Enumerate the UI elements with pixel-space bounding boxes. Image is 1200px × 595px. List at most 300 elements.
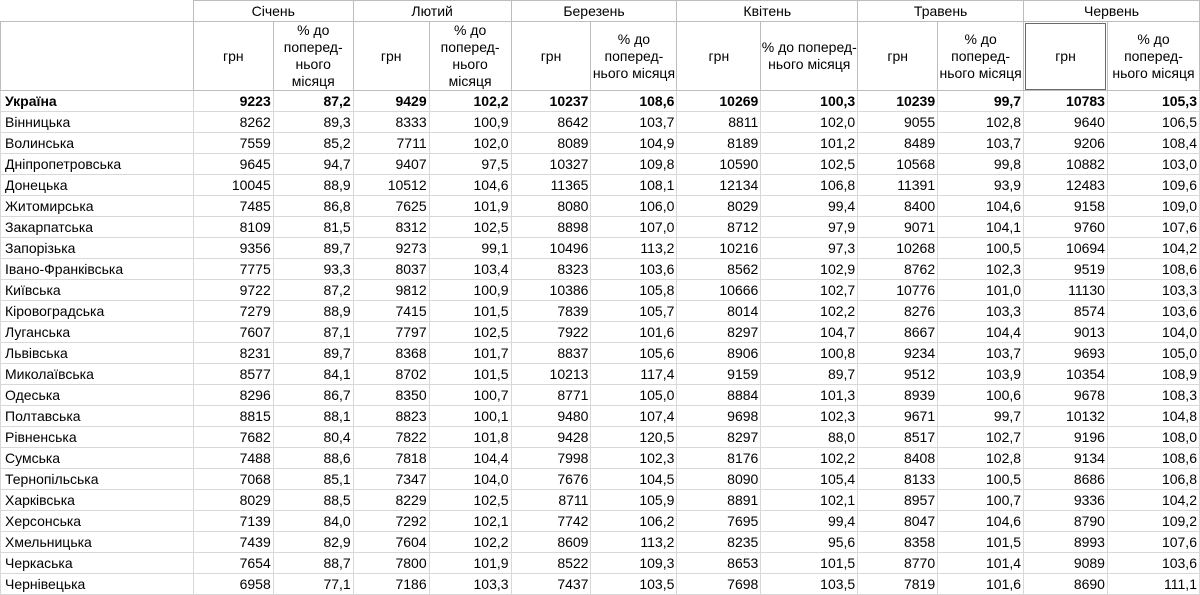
value-cell-pct[interactable]: 103,6 (591, 259, 677, 280)
value-cell-uah[interactable]: 7819 (858, 574, 938, 595)
value-cell-pct[interactable]: 101,4 (938, 553, 1024, 574)
value-cell-uah[interactable]: 9273 (353, 238, 429, 259)
value-cell-pct[interactable]: 104,0 (429, 469, 511, 490)
region-cell[interactable]: Україна (1, 91, 194, 112)
value-cell-uah[interactable]: 9722 (193, 280, 273, 301)
value-cell-uah[interactable]: 8609 (511, 532, 591, 553)
value-cell-uah[interactable]: 8790 (1024, 511, 1108, 532)
value-cell-pct[interactable]: 104,5 (591, 469, 677, 490)
value-cell-uah[interactable]: 9336 (1024, 490, 1108, 511)
value-cell-uah[interactable]: 8771 (511, 385, 591, 406)
value-cell-uah[interactable]: 7347 (353, 469, 429, 490)
value-cell-uah[interactable]: 10882 (1024, 154, 1108, 175)
value-cell-uah[interactable]: 11365 (511, 175, 591, 196)
value-cell-pct[interactable]: 101,2 (761, 133, 858, 154)
value-cell-uah[interactable]: 8522 (511, 553, 591, 574)
value-cell-pct[interactable]: 106,5 (1107, 112, 1199, 133)
value-cell-uah[interactable]: 7279 (193, 301, 273, 322)
value-cell-pct[interactable]: 84,1 (273, 364, 353, 385)
value-cell-pct[interactable]: 99,1 (429, 238, 511, 259)
value-cell-uah[interactable]: 8906 (677, 343, 761, 364)
value-cell-uah[interactable]: 9480 (511, 406, 591, 427)
value-cell-uah[interactable]: 8276 (858, 301, 938, 322)
region-cell[interactable]: Хмельницька (1, 532, 194, 553)
value-cell-uah[interactable]: 7488 (193, 448, 273, 469)
value-cell-pct[interactable]: 105,3 (1107, 91, 1199, 112)
region-cell[interactable]: Рівненська (1, 427, 194, 448)
value-cell-uah[interactable]: 8229 (353, 490, 429, 511)
value-cell-uah[interactable]: 7186 (353, 574, 429, 595)
value-cell-pct[interactable]: 88,9 (273, 301, 353, 322)
value-cell-uah[interactable]: 6958 (193, 574, 273, 595)
value-cell-pct[interactable]: 102,5 (429, 217, 511, 238)
value-cell-uah[interactable]: 8176 (677, 448, 761, 469)
value-cell-pct[interactable]: 102,2 (429, 91, 511, 112)
value-cell-pct[interactable]: 103,5 (591, 574, 677, 595)
value-cell-pct[interactable]: 101,5 (429, 364, 511, 385)
value-cell-uah[interactable]: 8296 (193, 385, 273, 406)
value-cell-pct[interactable]: 87,2 (273, 280, 353, 301)
value-cell-uah[interactable]: 9640 (1024, 112, 1108, 133)
value-cell-uah[interactable]: 9196 (1024, 427, 1108, 448)
value-cell-uah[interactable]: 8297 (677, 427, 761, 448)
col-header-pct[interactable]: % до поперед-нього місяця (273, 22, 353, 91)
value-cell-uah[interactable]: 10496 (511, 238, 591, 259)
value-cell-uah[interactable]: 8089 (511, 133, 591, 154)
value-cell-uah[interactable]: 10512 (353, 175, 429, 196)
region-cell[interactable]: Черкаська (1, 553, 194, 574)
value-cell-pct[interactable]: 101,5 (761, 553, 858, 574)
value-cell-pct[interactable]: 102,5 (429, 490, 511, 511)
value-cell-uah[interactable]: 12483 (1024, 175, 1108, 196)
value-cell-uah[interactable]: 8090 (677, 469, 761, 490)
value-cell-uah[interactable]: 10237 (511, 91, 591, 112)
value-cell-uah[interactable]: 8333 (353, 112, 429, 133)
value-cell-uah[interactable]: 10590 (677, 154, 761, 175)
value-cell-pct[interactable]: 87,2 (273, 91, 353, 112)
value-cell-uah[interactable]: 8562 (677, 259, 761, 280)
value-cell-uah[interactable]: 7682 (193, 427, 273, 448)
value-cell-pct[interactable]: 97,9 (761, 217, 858, 238)
value-cell-pct[interactable]: 104,7 (761, 322, 858, 343)
region-cell[interactable]: Луганська (1, 322, 194, 343)
value-cell-uah[interactable]: 8667 (858, 322, 938, 343)
value-cell-uah[interactable]: 8811 (677, 112, 761, 133)
value-cell-uah[interactable]: 8702 (353, 364, 429, 385)
value-cell-pct[interactable]: 104,9 (591, 133, 677, 154)
value-cell-uah[interactable]: 8884 (677, 385, 761, 406)
value-cell-pct[interactable]: 104,6 (938, 196, 1024, 217)
value-cell-uah[interactable]: 7625 (353, 196, 429, 217)
month-header[interactable]: Лютий (353, 1, 511, 22)
value-cell-pct[interactable]: 88,9 (273, 175, 353, 196)
value-cell-pct[interactable]: 104,4 (938, 322, 1024, 343)
value-cell-pct[interactable]: 102,3 (761, 406, 858, 427)
value-cell-uah[interactable]: 7676 (511, 469, 591, 490)
value-cell-pct[interactable]: 111,1 (1107, 574, 1199, 595)
value-cell-pct[interactable]: 107,6 (1107, 217, 1199, 238)
value-cell-pct[interactable]: 105,8 (591, 280, 677, 301)
value-cell-pct[interactable]: 82,9 (273, 532, 353, 553)
value-cell-pct[interactable]: 105,9 (591, 490, 677, 511)
value-cell-pct[interactable]: 108,3 (1107, 385, 1199, 406)
value-cell-pct[interactable]: 109,6 (1107, 175, 1199, 196)
value-cell-pct[interactable]: 102,8 (938, 112, 1024, 133)
value-cell-uah[interactable]: 8939 (858, 385, 938, 406)
col-header-uah[interactable]: грн (353, 22, 429, 91)
col-header-uah[interactable]: грн (677, 22, 761, 91)
value-cell-pct[interactable]: 97,5 (429, 154, 511, 175)
region-cell[interactable]: Закарпатська (1, 217, 194, 238)
value-cell-uah[interactable]: 8762 (858, 259, 938, 280)
value-cell-pct[interactable]: 102,5 (429, 322, 511, 343)
value-cell-uah[interactable]: 8358 (858, 532, 938, 553)
value-cell-uah[interactable]: 9134 (1024, 448, 1108, 469)
value-cell-uah[interactable]: 8231 (193, 343, 273, 364)
value-cell-uah[interactable]: 9013 (1024, 322, 1108, 343)
value-cell-uah[interactable]: 8047 (858, 511, 938, 532)
value-cell-pct[interactable]: 95,6 (761, 532, 858, 553)
value-cell-pct[interactable]: 105,6 (591, 343, 677, 364)
value-cell-uah[interactable]: 9671 (858, 406, 938, 427)
value-cell-pct[interactable]: 100,7 (429, 385, 511, 406)
value-cell-pct[interactable]: 108,6 (1107, 259, 1199, 280)
value-cell-pct[interactable]: 104,2 (1107, 490, 1199, 511)
value-cell-uah[interactable]: 8653 (677, 553, 761, 574)
value-cell-pct[interactable]: 113,2 (591, 238, 677, 259)
value-cell-pct[interactable]: 103,6 (1107, 553, 1199, 574)
value-cell-uah[interactable]: 8297 (677, 322, 761, 343)
value-cell-uah[interactable]: 10386 (511, 280, 591, 301)
value-cell-uah[interactable]: 7415 (353, 301, 429, 322)
value-cell-pct[interactable]: 103,7 (938, 343, 1024, 364)
region-cell[interactable]: Тернопільська (1, 469, 194, 490)
col-header-pct[interactable]: % до поперед-нього місяця (429, 22, 511, 91)
value-cell-uah[interactable]: 7437 (511, 574, 591, 595)
value-cell-pct[interactable]: 101,7 (429, 343, 511, 364)
region-cell[interactable]: Сумська (1, 448, 194, 469)
value-cell-pct[interactable]: 102,9 (761, 259, 858, 280)
value-cell-uah[interactable]: 8577 (193, 364, 273, 385)
value-cell-pct[interactable]: 101,6 (938, 574, 1024, 595)
value-cell-pct[interactable]: 102,7 (938, 427, 1024, 448)
value-cell-uah[interactable]: 7822 (353, 427, 429, 448)
value-cell-pct[interactable]: 113,2 (591, 532, 677, 553)
value-cell-pct[interactable]: 109,2 (1107, 511, 1199, 532)
col-header-uah[interactable]: грн (858, 22, 938, 91)
value-cell-uah[interactable]: 10268 (858, 238, 938, 259)
value-cell-pct[interactable]: 107,4 (591, 406, 677, 427)
corner-cell-sub[interactable] (1, 22, 194, 91)
value-cell-pct[interactable]: 88,6 (273, 448, 353, 469)
value-cell-uah[interactable]: 7698 (677, 574, 761, 595)
region-cell[interactable]: Харківська (1, 490, 194, 511)
value-cell-uah[interactable]: 8489 (858, 133, 938, 154)
value-cell-uah[interactable]: 7695 (677, 511, 761, 532)
value-cell-pct[interactable]: 108,4 (1107, 133, 1199, 154)
value-cell-pct[interactable]: 108,6 (1107, 448, 1199, 469)
value-cell-pct[interactable]: 100,3 (761, 91, 858, 112)
region-cell[interactable]: Одеська (1, 385, 194, 406)
value-cell-pct[interactable]: 109,0 (1107, 196, 1199, 217)
value-cell-pct[interactable]: 107,6 (1107, 532, 1199, 553)
value-cell-pct[interactable]: 86,8 (273, 196, 353, 217)
value-cell-uah[interactable]: 7604 (353, 532, 429, 553)
value-cell-uah[interactable]: 10666 (677, 280, 761, 301)
value-cell-pct[interactable]: 102,0 (429, 133, 511, 154)
col-header-pct[interactable]: % до поперед-нього місяця (938, 22, 1024, 91)
value-cell-uah[interactable]: 10694 (1024, 238, 1108, 259)
value-cell-pct[interactable]: 100,1 (429, 406, 511, 427)
value-cell-uah[interactable]: 7607 (193, 322, 273, 343)
value-cell-uah[interactable]: 9678 (1024, 385, 1108, 406)
value-cell-uah[interactable]: 9645 (193, 154, 273, 175)
value-cell-uah[interactable]: 10045 (193, 175, 273, 196)
value-cell-uah[interactable]: 8262 (193, 112, 273, 133)
region-cell[interactable]: Волинська (1, 133, 194, 154)
value-cell-pct[interactable]: 103,6 (1107, 301, 1199, 322)
region-cell[interactable]: Кіровоградська (1, 301, 194, 322)
value-cell-pct[interactable]: 97,3 (761, 238, 858, 259)
value-cell-pct[interactable]: 108,0 (1107, 427, 1199, 448)
value-cell-uah[interactable]: 9698 (677, 406, 761, 427)
value-cell-pct[interactable]: 89,7 (273, 238, 353, 259)
value-cell-uah[interactable]: 8080 (511, 196, 591, 217)
value-cell-pct[interactable]: 103,0 (1107, 154, 1199, 175)
value-cell-pct[interactable]: 77,1 (273, 574, 353, 595)
value-cell-pct[interactable]: 102,1 (761, 490, 858, 511)
value-cell-uah[interactable]: 8312 (353, 217, 429, 238)
value-cell-uah[interactable]: 8823 (353, 406, 429, 427)
value-cell-uah[interactable]: 9089 (1024, 553, 1108, 574)
value-cell-uah[interactable]: 8993 (1024, 532, 1108, 553)
value-cell-pct[interactable]: 94,7 (273, 154, 353, 175)
value-cell-pct[interactable]: 108,9 (1107, 364, 1199, 385)
region-cell[interactable]: Львівська (1, 343, 194, 364)
value-cell-pct[interactable]: 100,9 (429, 280, 511, 301)
value-cell-pct[interactable]: 85,1 (273, 469, 353, 490)
value-cell-pct[interactable]: 104,2 (1107, 238, 1199, 259)
value-cell-pct[interactable]: 103,3 (938, 301, 1024, 322)
month-header[interactable]: Червень (1024, 1, 1200, 22)
value-cell-pct[interactable]: 101,9 (429, 196, 511, 217)
value-cell-pct[interactable]: 99,8 (938, 154, 1024, 175)
value-cell-pct[interactable]: 100,9 (429, 112, 511, 133)
value-cell-uah[interactable]: 9055 (858, 112, 938, 133)
value-cell-uah[interactable]: 9158 (1024, 196, 1108, 217)
value-cell-uah[interactable]: 8712 (677, 217, 761, 238)
value-cell-pct[interactable]: 106,8 (1107, 469, 1199, 490)
value-cell-pct[interactable]: 108,1 (591, 175, 677, 196)
value-cell-uah[interactable]: 8029 (193, 490, 273, 511)
value-cell-uah[interactable]: 10239 (858, 91, 938, 112)
region-cell[interactable]: Полтавська (1, 406, 194, 427)
col-header-pct[interactable]: % до поперед-нього місяця (591, 22, 677, 91)
value-cell-pct[interactable]: 99,7 (938, 91, 1024, 112)
value-cell-pct[interactable]: 117,4 (591, 364, 677, 385)
value-cell-pct[interactable]: 84,0 (273, 511, 353, 532)
value-cell-pct[interactable]: 89,3 (273, 112, 353, 133)
value-cell-uah[interactable]: 8690 (1024, 574, 1108, 595)
value-cell-uah[interactable]: 8323 (511, 259, 591, 280)
value-cell-pct[interactable]: 104,1 (938, 217, 1024, 238)
value-cell-uah[interactable]: 7742 (511, 511, 591, 532)
value-cell-uah[interactable]: 9071 (858, 217, 938, 238)
value-cell-pct[interactable]: 88,0 (761, 427, 858, 448)
value-cell-uah[interactable]: 8891 (677, 490, 761, 511)
value-cell-pct[interactable]: 102,7 (761, 280, 858, 301)
value-cell-pct[interactable]: 102,2 (429, 532, 511, 553)
value-cell-uah[interactable]: 9693 (1024, 343, 1108, 364)
region-cell[interactable]: Вінницька (1, 112, 194, 133)
value-cell-uah[interactable]: 8898 (511, 217, 591, 238)
col-header-uah[interactable]: грн (1024, 22, 1108, 91)
value-cell-pct[interactable]: 100,5 (938, 238, 1024, 259)
value-cell-pct[interactable]: 103,7 (591, 112, 677, 133)
value-cell-pct[interactable]: 99,7 (938, 406, 1024, 427)
region-cell[interactable]: Донецька (1, 175, 194, 196)
region-cell[interactable]: Дніпропетровська (1, 154, 194, 175)
value-cell-uah[interactable]: 7800 (353, 553, 429, 574)
value-cell-uah[interactable]: 9234 (858, 343, 938, 364)
value-cell-uah[interactable]: 8574 (1024, 301, 1108, 322)
value-cell-uah[interactable]: 8686 (1024, 469, 1108, 490)
value-cell-pct[interactable]: 105,7 (591, 301, 677, 322)
value-cell-uah[interactable]: 12134 (677, 175, 761, 196)
value-cell-pct[interactable]: 101,6 (591, 322, 677, 343)
value-cell-uah[interactable]: 7797 (353, 322, 429, 343)
value-cell-uah[interactable]: 7439 (193, 532, 273, 553)
value-cell-pct[interactable]: 93,3 (273, 259, 353, 280)
value-cell-uah[interactable]: 8957 (858, 490, 938, 511)
value-cell-pct[interactable]: 104,4 (429, 448, 511, 469)
value-cell-pct[interactable]: 99,4 (761, 511, 858, 532)
value-cell-pct[interactable]: 101,3 (761, 385, 858, 406)
value-cell-uah[interactable]: 8133 (858, 469, 938, 490)
value-cell-pct[interactable]: 102,2 (761, 448, 858, 469)
month-header[interactable]: Травень (858, 1, 1024, 22)
value-cell-pct[interactable]: 104,6 (938, 511, 1024, 532)
value-cell-uah[interactable]: 7922 (511, 322, 591, 343)
value-cell-uah[interactable]: 9428 (511, 427, 591, 448)
value-cell-pct[interactable]: 88,7 (273, 553, 353, 574)
value-cell-uah[interactable]: 8642 (511, 112, 591, 133)
value-cell-uah[interactable]: 7998 (511, 448, 591, 469)
value-cell-uah[interactable]: 10213 (511, 364, 591, 385)
value-cell-pct[interactable]: 103,4 (429, 259, 511, 280)
region-cell[interactable]: Житомирська (1, 196, 194, 217)
region-cell[interactable]: Запорізька (1, 238, 194, 259)
value-cell-pct[interactable]: 104,8 (1107, 406, 1199, 427)
value-cell-pct[interactable]: 103,9 (938, 364, 1024, 385)
month-header[interactable]: Березень (511, 1, 677, 22)
value-cell-pct[interactable]: 101,5 (938, 532, 1024, 553)
value-cell-pct[interactable]: 89,7 (273, 343, 353, 364)
value-cell-uah[interactable]: 7775 (193, 259, 273, 280)
value-cell-pct[interactable]: 102,2 (761, 301, 858, 322)
value-cell-pct[interactable]: 80,4 (273, 427, 353, 448)
value-cell-pct[interactable]: 102,0 (761, 112, 858, 133)
value-cell-pct[interactable]: 100,8 (761, 343, 858, 364)
value-cell-pct[interactable]: 100,5 (938, 469, 1024, 490)
value-cell-pct[interactable]: 102,5 (761, 154, 858, 175)
value-cell-pct[interactable]: 102,8 (938, 448, 1024, 469)
value-cell-pct[interactable]: 102,3 (591, 448, 677, 469)
value-cell-pct[interactable]: 85,2 (273, 133, 353, 154)
value-cell-uah[interactable]: 9159 (677, 364, 761, 385)
value-cell-uah[interactable]: 8815 (193, 406, 273, 427)
value-cell-uah[interactable]: 10327 (511, 154, 591, 175)
value-cell-uah[interactable]: 9407 (353, 154, 429, 175)
value-cell-pct[interactable]: 103,7 (938, 133, 1024, 154)
value-cell-uah[interactable]: 9356 (193, 238, 273, 259)
value-cell-uah[interactable]: 7292 (353, 511, 429, 532)
value-cell-uah[interactable]: 8408 (858, 448, 938, 469)
value-cell-uah[interactable]: 8029 (677, 196, 761, 217)
value-cell-pct[interactable]: 101,0 (938, 280, 1024, 301)
value-cell-pct[interactable]: 102,1 (429, 511, 511, 532)
value-cell-uah[interactable]: 8517 (858, 427, 938, 448)
value-cell-uah[interactable]: 7839 (511, 301, 591, 322)
value-cell-pct[interactable]: 101,5 (429, 301, 511, 322)
value-cell-uah[interactable]: 11391 (858, 175, 938, 196)
value-cell-pct[interactable]: 88,5 (273, 490, 353, 511)
value-cell-pct[interactable]: 106,0 (591, 196, 677, 217)
region-cell[interactable]: Київська (1, 280, 194, 301)
month-header[interactable]: Січень (193, 1, 353, 22)
value-cell-uah[interactable]: 9206 (1024, 133, 1108, 154)
value-cell-uah[interactable]: 8235 (677, 532, 761, 553)
value-cell-uah[interactable]: 10132 (1024, 406, 1108, 427)
value-cell-uah[interactable]: 10776 (858, 280, 938, 301)
value-cell-pct[interactable]: 89,7 (761, 364, 858, 385)
value-cell-uah[interactable]: 8014 (677, 301, 761, 322)
value-cell-uah[interactable]: 7818 (353, 448, 429, 469)
value-cell-uah[interactable]: 7654 (193, 553, 273, 574)
col-header-uah[interactable]: грн (511, 22, 591, 91)
value-cell-uah[interactable]: 8400 (858, 196, 938, 217)
value-cell-uah[interactable]: 10269 (677, 91, 761, 112)
value-cell-pct[interactable]: 102,3 (938, 259, 1024, 280)
value-cell-pct[interactable]: 106,2 (591, 511, 677, 532)
value-cell-pct[interactable]: 105,0 (591, 385, 677, 406)
value-cell-pct[interactable]: 93,9 (938, 175, 1024, 196)
value-cell-uah[interactable]: 8837 (511, 343, 591, 364)
value-cell-pct[interactable]: 100,6 (938, 385, 1024, 406)
value-cell-pct[interactable]: 109,8 (591, 154, 677, 175)
value-cell-pct[interactable]: 108,6 (591, 91, 677, 112)
value-cell-uah[interactable]: 7711 (353, 133, 429, 154)
value-cell-pct[interactable]: 101,9 (429, 553, 511, 574)
region-cell[interactable]: Чернівецька (1, 574, 194, 595)
value-cell-pct[interactable]: 81,5 (273, 217, 353, 238)
value-cell-uah[interactable]: 9812 (353, 280, 429, 301)
value-cell-uah[interactable]: 7139 (193, 511, 273, 532)
value-cell-pct[interactable]: 105,0 (1107, 343, 1199, 364)
value-cell-uah[interactable]: 10783 (1024, 91, 1108, 112)
value-cell-pct[interactable]: 105,4 (761, 469, 858, 490)
value-cell-uah[interactable]: 8037 (353, 259, 429, 280)
value-cell-pct[interactable]: 107,0 (591, 217, 677, 238)
value-cell-pct[interactable]: 106,8 (761, 175, 858, 196)
value-cell-pct[interactable]: 86,7 (273, 385, 353, 406)
value-cell-uah[interactable]: 9512 (858, 364, 938, 385)
value-cell-uah[interactable]: 8711 (511, 490, 591, 511)
value-cell-pct[interactable]: 120,5 (591, 427, 677, 448)
value-cell-uah[interactable]: 10568 (858, 154, 938, 175)
month-header[interactable]: Квітень (677, 1, 858, 22)
value-cell-uah[interactable]: 9760 (1024, 217, 1108, 238)
